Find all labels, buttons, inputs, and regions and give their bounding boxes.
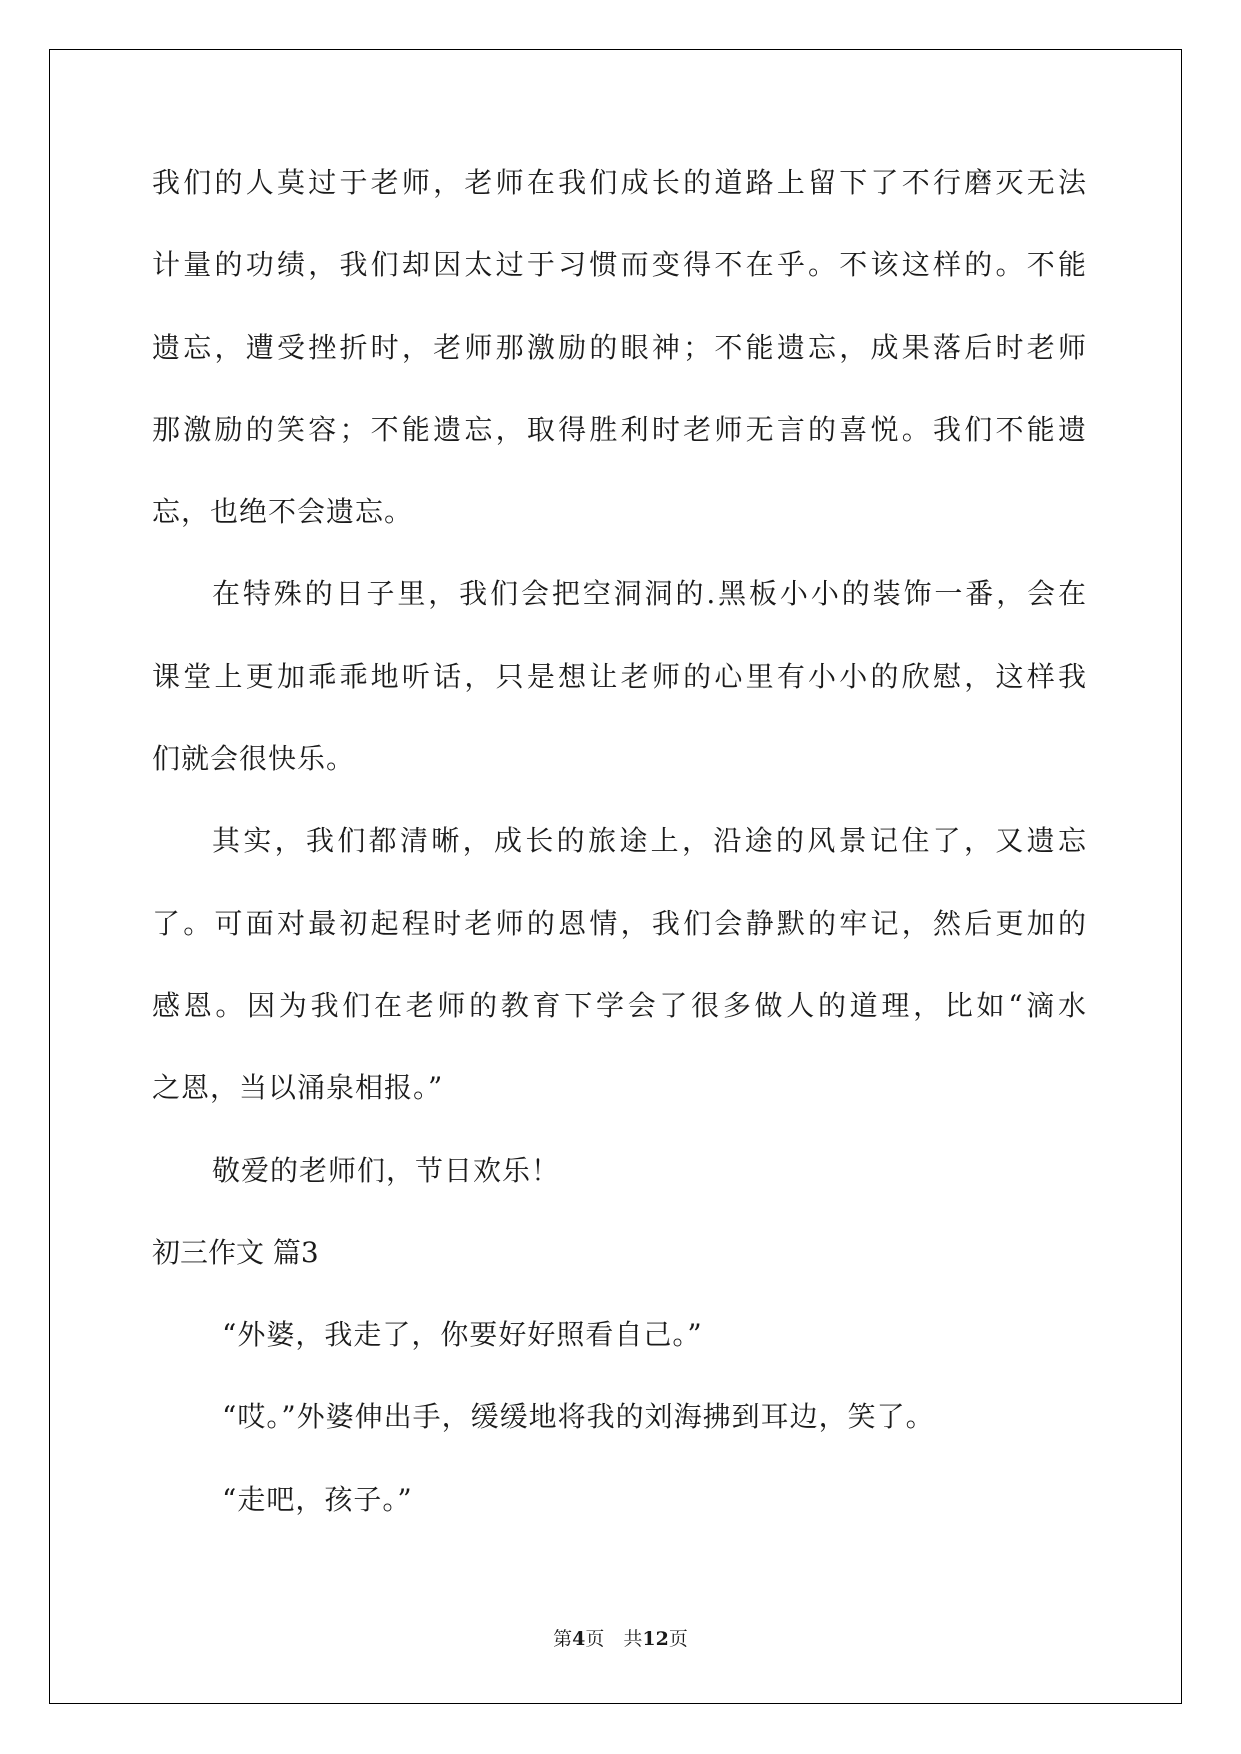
text-line: 们就会很快乐。 <box>152 742 356 776</box>
page-footer <box>0 1624 1241 1651</box>
footer-total-pages: 12 <box>642 1628 669 1650</box>
footer-suffix: 页 <box>668 1628 688 1650</box>
text-line: 计量的功绩，我们却因太过于习惯而变得不在乎。不该这样的。不能 <box>152 248 1087 282</box>
text-line: 了。可面对最初起程时老师的恩情，我们会静默的牢记，然后更加的 <box>152 906 1087 940</box>
footer-page-number: 4 <box>572 1628 586 1650</box>
document-body <box>152 158 1087 1557</box>
text-line: 其实，我们都清晰，成长的旅途上，沿途的风景记住了，又遗忘 <box>212 824 1087 858</box>
text-line: 之恩，当以涌泉相报。” <box>152 1071 444 1105</box>
text-line: 敬爱的老师们，节日欢乐！ <box>212 1153 561 1187</box>
text-line: 我们的人莫过于老师，老师在我们成长的道路上留下了不行磨灭无法 <box>152 166 1087 199</box>
text-line: 在特殊的日子里，我们会把空洞洞的.黑板小小的装饰一番，会在 <box>212 577 1087 611</box>
text-line: 课堂上更加乖乖地听话，只是想让老师的心里有小小的欣慰，这样我 <box>152 659 1087 693</box>
dialogue-line: “外婆，我走了，你要好好照看自己。” <box>222 1318 703 1352</box>
text-line: 那激励的笑容；不能遗忘，取得胜利时老师无言的喜悦。我们不能遗 <box>152 412 1087 446</box>
text-line: 遗忘，遭受挫折时，老师那激励的眼神；不能遗忘，成果落后时老师 <box>152 330 1087 364</box>
dialogue-line: “走吧，孩子。” <box>222 1482 413 1516</box>
section-heading: 初三作文 篇3 <box>152 1235 319 1269</box>
text-line: 忘，也绝不会遗忘。 <box>152 495 414 529</box>
text-line: 感恩。因为我们在老师的教育下学会了很多做人的道理，比如“滴水 <box>152 988 1087 1022</box>
footer-mid: 页 共 <box>585 1628 643 1650</box>
dialogue-line: “哎。”外婆伸出手，缓缓地将我的刘海拂到耳边，笑了。 <box>222 1400 935 1434</box>
footer-prefix: 第 <box>553 1628 573 1650</box>
